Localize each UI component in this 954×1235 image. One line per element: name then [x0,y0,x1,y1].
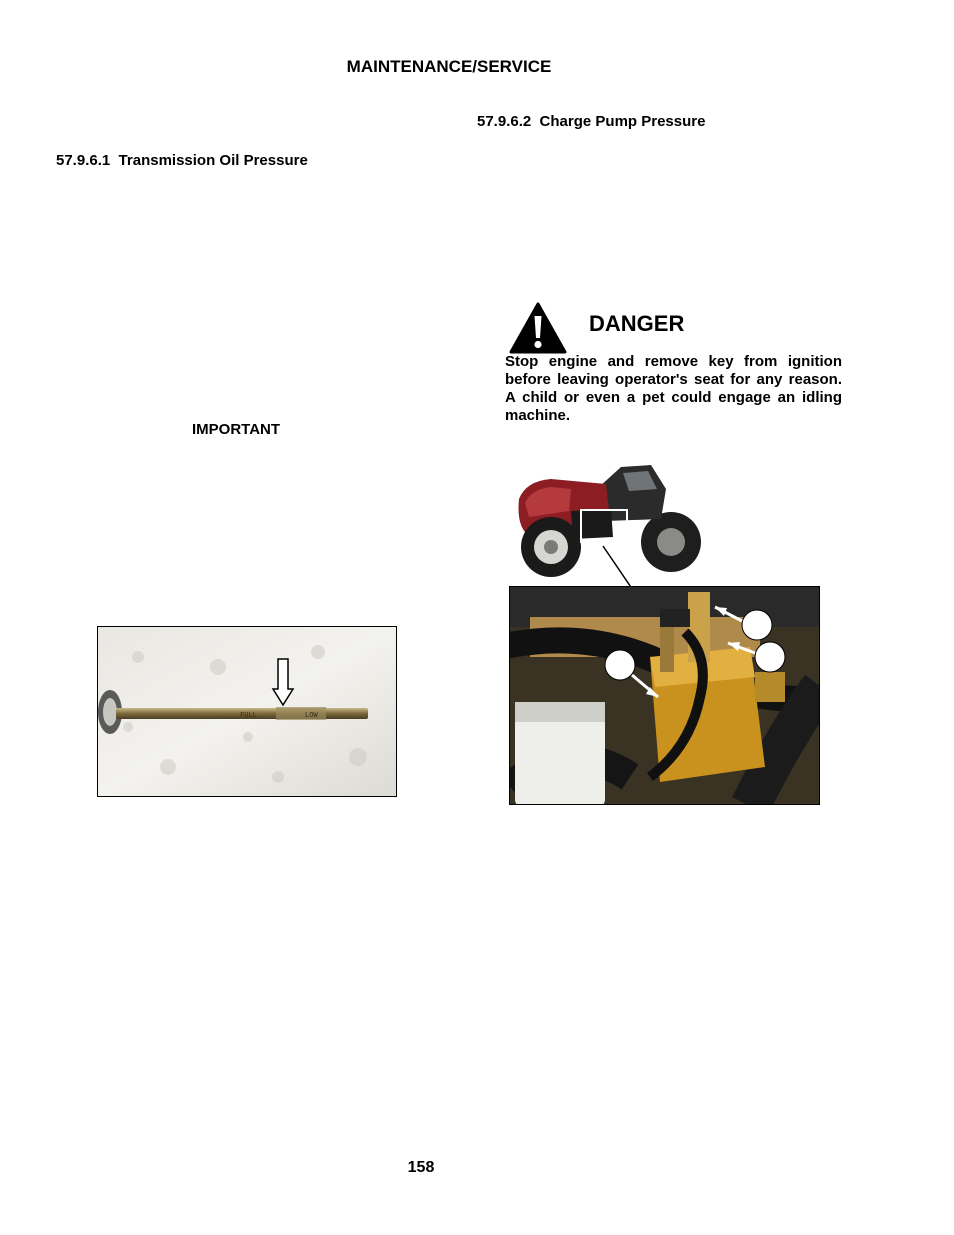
charge-pump-photo [509,586,820,805]
section-heading-charge-pump: 57.9.6.2 Charge Pump Pressure [477,113,706,130]
dipstick-photo [97,626,397,797]
page-number: 158 [407,1159,435,1176]
section-heading-transmission-oil: 57.9.6.1 Transmission Oil Pressure [56,152,308,169]
warning-triangle-icon [509,302,567,354]
dipstick-full-marking: FULL [240,711,257,719]
page-title: MAINTENANCE/SERVICE [346,57,552,76]
important-label: IMPORTANT [192,421,281,438]
danger-message: Stop engine and remove key from ignition before leaving operator's seat for any reason. A child or even a pet could engage an idling machine. [505,353,842,424]
danger-title: DANGER [589,311,685,336]
dipstick-low-marking: LOW [305,711,318,719]
